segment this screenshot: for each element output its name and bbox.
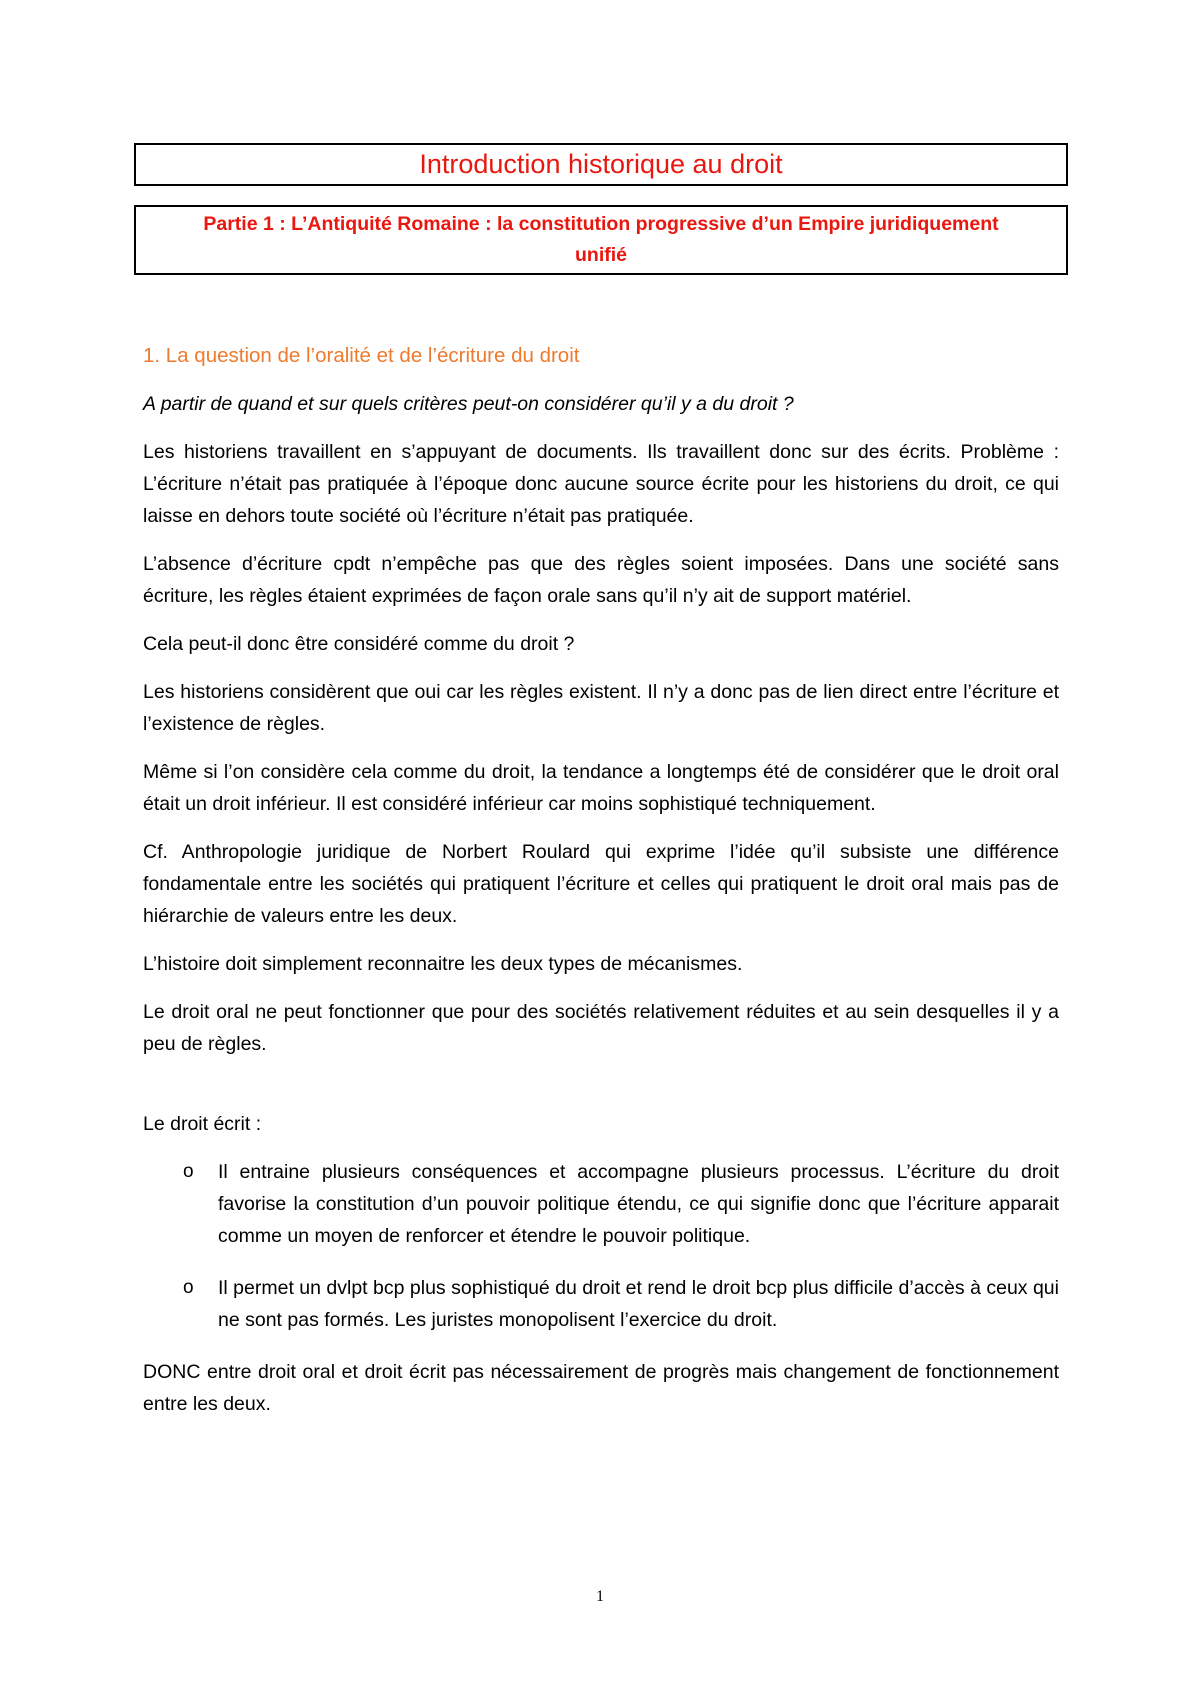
document-body [143, 340, 1059, 1436]
paragraph: L’histoire doit simplement reconnaitre les deux types de mécanismes. [143, 953, 743, 975]
written-law-label: Le droit écrit : [143, 1113, 262, 1135]
paragraph: Même si l’on considère cela comme du droit, la tendance a longtemps été de considérer que le droit oral était un droit inférieur. Il est considéré inférieur car moins sophistiqué techniquement. [143, 761, 1059, 815]
title-box [134, 143, 1068, 186]
paragraph: Les historiens travaillent en s’appuyant de documents. Ils travaillent donc sur des écrits. Problème : L’écriture n’était pas pratiquée à l’époque donc aucune source écrite pour les historiens du droit, ce qui laisse en dehors toute société où l’écriture n’était pas pratiquée. [143, 441, 1059, 527]
circle-bullet-icon: o [183, 1161, 194, 1182]
circle-bullet-icon: o [183, 1277, 194, 1298]
paragraph: Cela peut-il donc être considéré comme du droit ? [143, 633, 575, 655]
list-item [143, 1272, 1059, 1336]
paragraph: L’absence d’écriture cpdt n’empêche pas que des règles soient imposées. Dans une société sans écriture, les règles étaient exprimées de façon orale sans qu’il n’y ait de support matériel. [143, 553, 1059, 607]
bullet-list [143, 1156, 1059, 1336]
page-number: 1 [596, 1588, 604, 1605]
list-item-text: Il permet un dvlpt bcp plus sophistiqué du droit et rend le droit bcp plus difficile d’accès à ceux qui ne sont pas formés. Les juristes monopolisent l’exercice du droit. [218, 1277, 1059, 1331]
paragraph: Le droit oral ne peut fonctionner que pour des sociétés relativement réduites et au sein desquelles il y a peu de règles. [143, 1001, 1059, 1055]
document-title: Introduction historique au droit [419, 149, 783, 179]
paragraph: Cf. Anthropologie juridique de Norbert Roulard qui exprime l’idée qu’il subsiste une différence fondamentale entre les sociétés qui pratiquent l’écriture et celles qui pratiquent le droit oral mais pas de hiérarchie de valeurs entre les deux. [143, 841, 1059, 927]
document-subtitle: Partie 1 : L’Antiquité Romaine : la constitution progressive d’un Empire juridiquement unifié [203, 213, 999, 266]
conclusion-paragraph: DONC entre droit oral et droit écrit pas nécessairement de progrès mais changement de fonctionnement entre les deux. [143, 1361, 1059, 1415]
section-heading: 1. La question de l’oralité et de l’écriture du droit [143, 344, 580, 367]
list-item [143, 1156, 1059, 1252]
list-item-text: Il entraine plusieurs conséquences et accompagne plusieurs processus. L’écriture du droit favorise la constitution d’un pouvoir politique étendu, ce qui signifie donc que l’écriture apparait comme un moyen de renforcer et étendre le pouvoir politique. [218, 1161, 1059, 1247]
paragraph: Les historiens considèrent que oui car les règles existent. Il n’y a donc pas de lien direct entre l’écriture et l’existence de règles. [143, 681, 1059, 735]
guiding-question: A partir de quand et sur quels critères peut-on considérer qu’il y a du droit ? [143, 393, 794, 415]
subtitle-box [134, 205, 1068, 275]
blank-line [143, 1076, 1059, 1108]
